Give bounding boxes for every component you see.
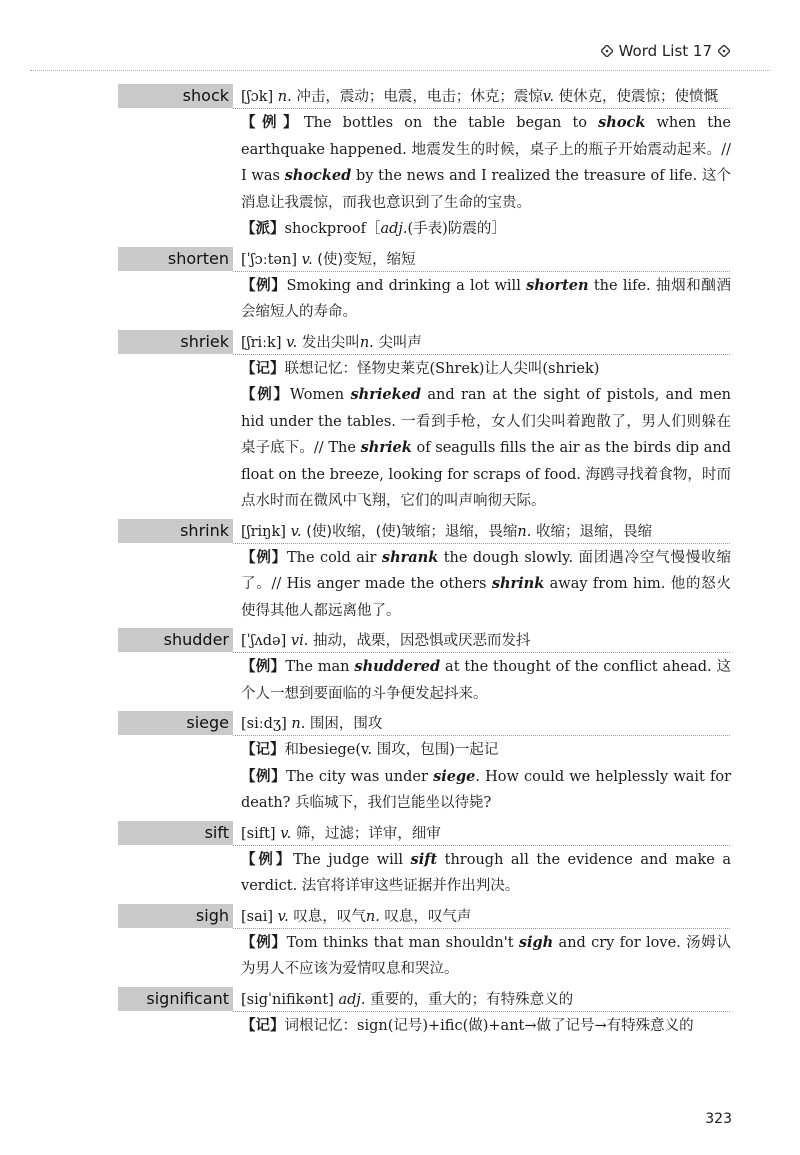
headword: siege <box>118 711 233 735</box>
entry-sigh <box>0 904 800 983</box>
diamond-icon <box>718 45 730 57</box>
entry-divider <box>233 271 730 272</box>
headword: sigh <box>118 904 233 928</box>
header-divider <box>30 70 770 71</box>
entry-shriek <box>0 330 800 515</box>
word-list-title: Word List 17 <box>618 42 712 60</box>
page-number: 323 <box>705 1111 732 1127</box>
phonetic: [sai] <box>241 908 274 925</box>
entry-divider <box>233 652 730 653</box>
phonetic: [ˈʃɔːtən] <box>241 251 297 268</box>
entry-shock <box>0 84 800 243</box>
definition: [sift] v. 筛，过滤；详审，细审 <box>241 825 441 842</box>
example: 【例】The cold air shrank the dough slowly. 面团遇冷空气慢慢收缩了。// His anger made the others shrink away from him. 他的怒火使得其他人都远离他了。 <box>241 548 732 619</box>
entry-divider <box>233 354 730 355</box>
phonetic: [ʃriːk] <box>241 334 282 351</box>
example: 【例】The man shuddered at the thought of the conflict ahead. 这个人一想到要面临的斗争便发起抖来。 <box>241 658 731 702</box>
headword: sift <box>118 821 233 845</box>
definition: [ʃriːk] v. 发出尖叫n. 尖叫声 <box>241 334 422 351</box>
phonetic: [sift] <box>241 825 276 842</box>
headword: shriek <box>118 330 233 354</box>
definition: [sigˈnifikənt] adj. 重要的，重大的；有特殊意义的 <box>241 991 574 1008</box>
headword: shorten <box>118 247 233 271</box>
entry-list <box>0 84 800 1043</box>
headword: significant <box>118 987 233 1011</box>
phonetic: [ʃɔk] <box>241 89 274 105</box>
definition: [siːdʒ] n. 围困，围攻 <box>241 716 383 732</box>
memory-tip: 【记】联想记忆：怪物史莱克(Shrek)让人尖叫(shriek) <box>241 360 600 377</box>
example: 【例】Smoking and drinking a lot will shorten the life. 抽烟和酗酒会缩短人的寿命。 <box>241 276 732 320</box>
example: 【例】The judge will sift through all the evidence and make a verdict. 法官将详审这些证据并作出判决。 <box>241 850 732 894</box>
entry-divider <box>233 845 730 846</box>
phonetic: [sigˈnifikənt] <box>241 991 334 1008</box>
phonetic: [siːdʒ] <box>241 716 287 732</box>
entry-divider <box>233 735 730 736</box>
phonetic: [ˈʃʌdə] <box>241 633 287 649</box>
definition: [ˈʃɔːtən] v. (使)变短，缩短 <box>241 251 416 268</box>
example: 【例】The city was under siege. How could we helplessly wait for death? 兵临城下，我们岂能坐以待毙? <box>241 767 732 811</box>
entry-sift <box>0 821 800 900</box>
entry-divider <box>233 108 730 109</box>
headword: shrink <box>118 519 233 543</box>
page-header <box>601 42 730 60</box>
entry-shorten <box>0 247 800 326</box>
entry-shrink <box>0 519 800 625</box>
entry-divider <box>233 543 730 544</box>
example: 【例】Women shrieked and ran at the sight of pistols, and men hid under the tables. 一看到手枪，女人们尖叫着跑散了，男人们则躲在桌子底下。// The shriek of seagulls fills the air as the birds dip and float on the breeze, looking for scraps of food. 海鸥寻找着食物，时而点水时而在微风中飞翔，它们的叫声响彻天际。 <box>241 386 731 509</box>
definition: [ʃɔk] n. 冲击，震动；电震，电击；休克；震惊v. 使休克，使震惊；使愤慨 <box>241 89 719 105</box>
entry-shudder <box>0 628 800 707</box>
entry-divider <box>233 1011 730 1012</box>
phonetic: [ʃriŋk] <box>241 523 286 540</box>
entry-significant <box>0 987 800 1040</box>
headword: shock <box>118 84 233 108</box>
entry-divider <box>233 928 730 929</box>
example: 【例】Tom thinks that man shouldn't sigh and cry for love. 汤姆认为男人不应该为爱情叹息和哭泣。 <box>241 933 731 977</box>
example: 【例】The bottles on the table began to shock when the earthquake happened. 地震发生的时候，桌子上的瓶子开始震动起来。// I was shocked by the news and I realized the treasure of life. 这个消息让我震惊，而我也意识到了生命的宝贵。 <box>241 114 731 211</box>
entry-siege <box>0 711 800 817</box>
derivative: 【派】shockproof［adj.(手表)防震的］ <box>241 221 506 237</box>
definition: [ˈʃʌdə] vi. 抽动，战栗，因恐惧或厌恶而发抖 <box>241 633 531 649</box>
memory-tip: 【记】和besiege(v. 围攻，包围)一起记 <box>241 742 499 758</box>
diamond-icon <box>601 45 613 57</box>
definition: [sai] v. 叹息，叹气n. 叹息，叹气声 <box>241 908 472 925</box>
definition: [ʃriŋk] v. (使)收缩，(使)皱缩；退缩，畏缩n. 收缩；退缩，畏缩 <box>241 523 652 540</box>
headword: shudder <box>118 628 233 652</box>
memory-tip: 【记】词根记忆：sign(记号)+ific(做)+ant→做了记号→有特殊意义的 <box>241 1017 694 1034</box>
